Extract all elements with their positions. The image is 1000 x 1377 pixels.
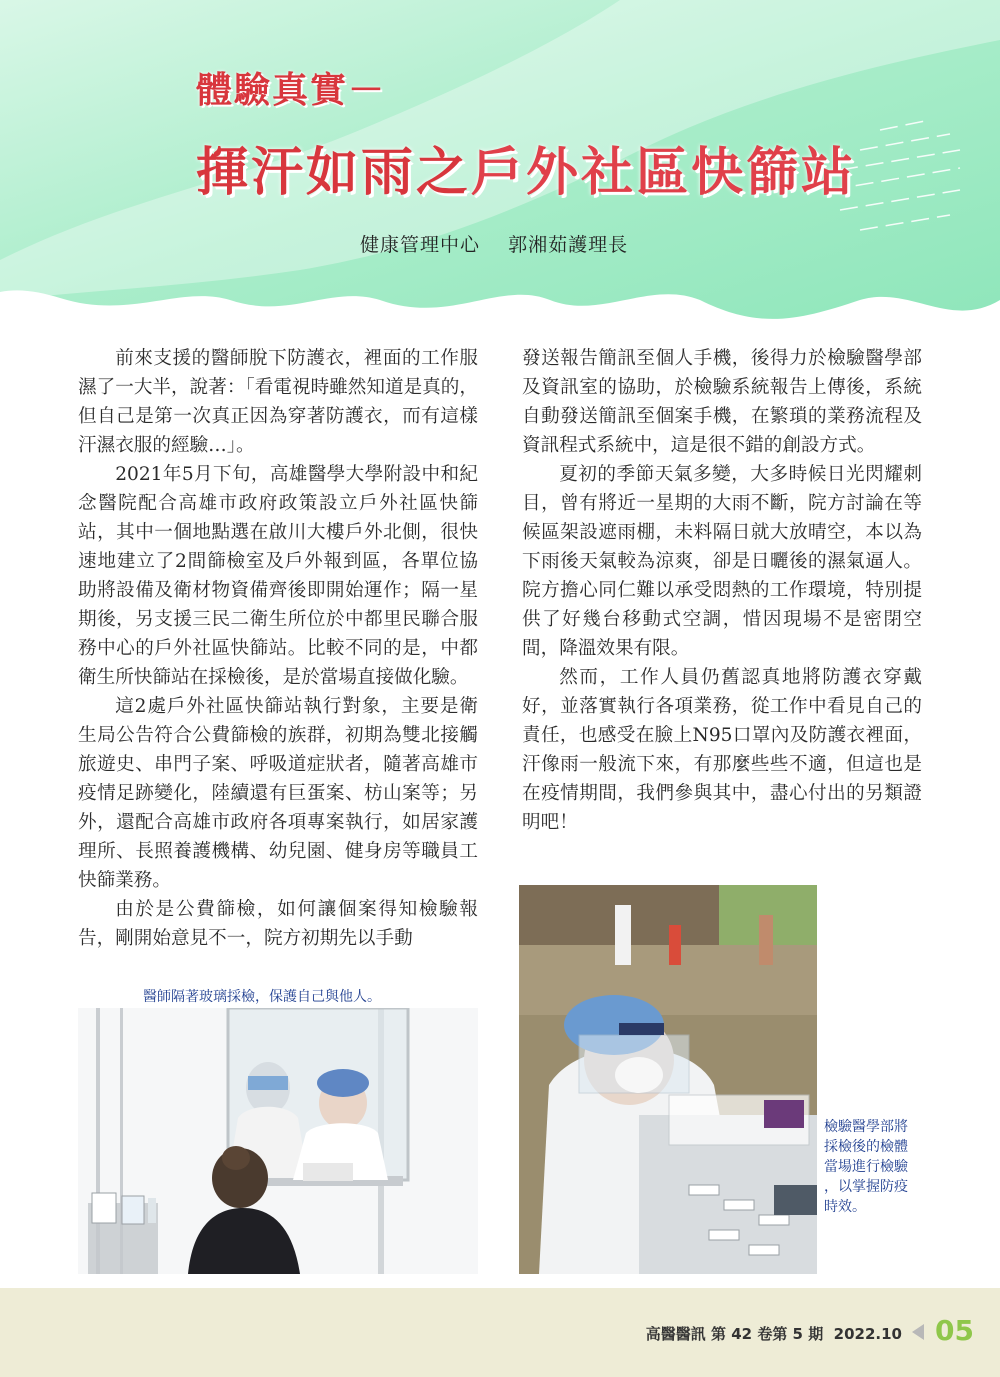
paragraph: 夏初的季節天氣多變，大多時候日光閃耀刺目，曾有將近一星期的大雨不斷，院方討論在等候區架設遮雨棚，未料隔日就大放晴空，本以為下雨後天氣較為涼爽，卻是日曬後的濕氣逼人。院方擔心同仁難以承受悶熱的工作環境，特別提供了好幾台移動式空調，惜因現場不是密閉空間，降溫效果有限。 (522, 464, 922, 659)
article-title-line2 (196, 130, 856, 205)
author-byline: 健康管理中心 郭湘茹護理長 (360, 234, 629, 256)
caption-line: ，以掌握防疫 (824, 1179, 908, 1195)
title-part1: 揮汗如雨之 (196, 143, 472, 203)
footer-issue-info (646, 1323, 902, 1344)
paragraph: 由於是公費篩檢，如何讓個案得知檢驗報告，剛開始意見不一，院方初期先以手動 (78, 899, 478, 949)
issue-date: 2022.10 (833, 1325, 902, 1343)
paragraph: 然而，工作人員仍舊認真地將防護衣穿戴好，並落實執行各項業務，從工作中看見自己的責任，也感受在臉上N95口罩內及防護衣裡面，汗像雨一般流下來，有那麼些些不適，但這也是在疫情期間，我們參與其中，盡心付出的另類證明吧！ (522, 667, 922, 833)
paragraph: 2021年5月下旬，高雄醫學大學附設中和紀念醫院配合高雄市政府政策設立戶外社區快篩站，其中一個地點選在啟川大樓戶外北側，很快速地建立了2間篩檢室及戶外報到區，各單位協助將設備及衛材物資備齊後即開始運作；隔一星期後，另支援三民二衛生所位於中都里民聯合服務中心的戶外社區快篩站。比較不同的是，中都衛生所快篩站在採檢後，是於當場直接做化驗。 (78, 464, 478, 688)
paragraph: 前來支援的醫師脫下防護衣，裡面的工作服濕了一大半，說著：「看電視時雖然知道是真的，但自己是第一次真正因為穿著防護衣，而有這樣汗濕衣服的經驗…」。 (78, 348, 478, 456)
title-part2: 戶外社區快篩站 (471, 143, 857, 203)
paragraph: 發送報告簡訊至個人手機，後得力於檢驗醫學部及資訊室的協助，於檢驗系統報告上傳後，系統自動發送簡訊至個案手機，在繁瑣的業務流程及資訊程式系統中，這是很不錯的創設方式。 (522, 348, 922, 456)
caption-line: 時效。 (824, 1199, 866, 1215)
triangle-left-icon (912, 1324, 924, 1340)
paragraph: 這2處戶外社區快篩站執行對象，主要是衛生局公告符合公費篩檢的族群，初期為雙北接觸旅遊史、串門子案、呼吸道症狀者，隨著高雄市疫情足跡變化，陸續還有巨蛋案、枋山案等；另外，還配合高雄市政府各項專案執行，如居家護理所、長照養護機構、幼兒園、健身房等職員工快篩業務。 (78, 696, 478, 891)
right-photo-caption (824, 1117, 928, 1217)
journal-name: 高醫醫訊 (645, 1325, 706, 1343)
caption-line: 當場進行檢驗 (824, 1159, 908, 1175)
issue-number: 第 42 卷第 5 期 (711, 1325, 824, 1343)
article-left-column (78, 344, 478, 953)
lab-testing-photo (519, 885, 817, 1274)
caption-line: 採檢後的檢體 (824, 1139, 908, 1155)
article-right-column (522, 344, 922, 837)
caption-line: 檢驗醫學部將 (824, 1119, 908, 1135)
article-title-line1: 體驗真實－ (196, 70, 387, 111)
left-photo-caption: 醫師隔著玻璃採檢，保護自己與他人。 (143, 989, 381, 1005)
swab-booth-photo (78, 1008, 478, 1274)
page-number: 05 (935, 1314, 974, 1347)
